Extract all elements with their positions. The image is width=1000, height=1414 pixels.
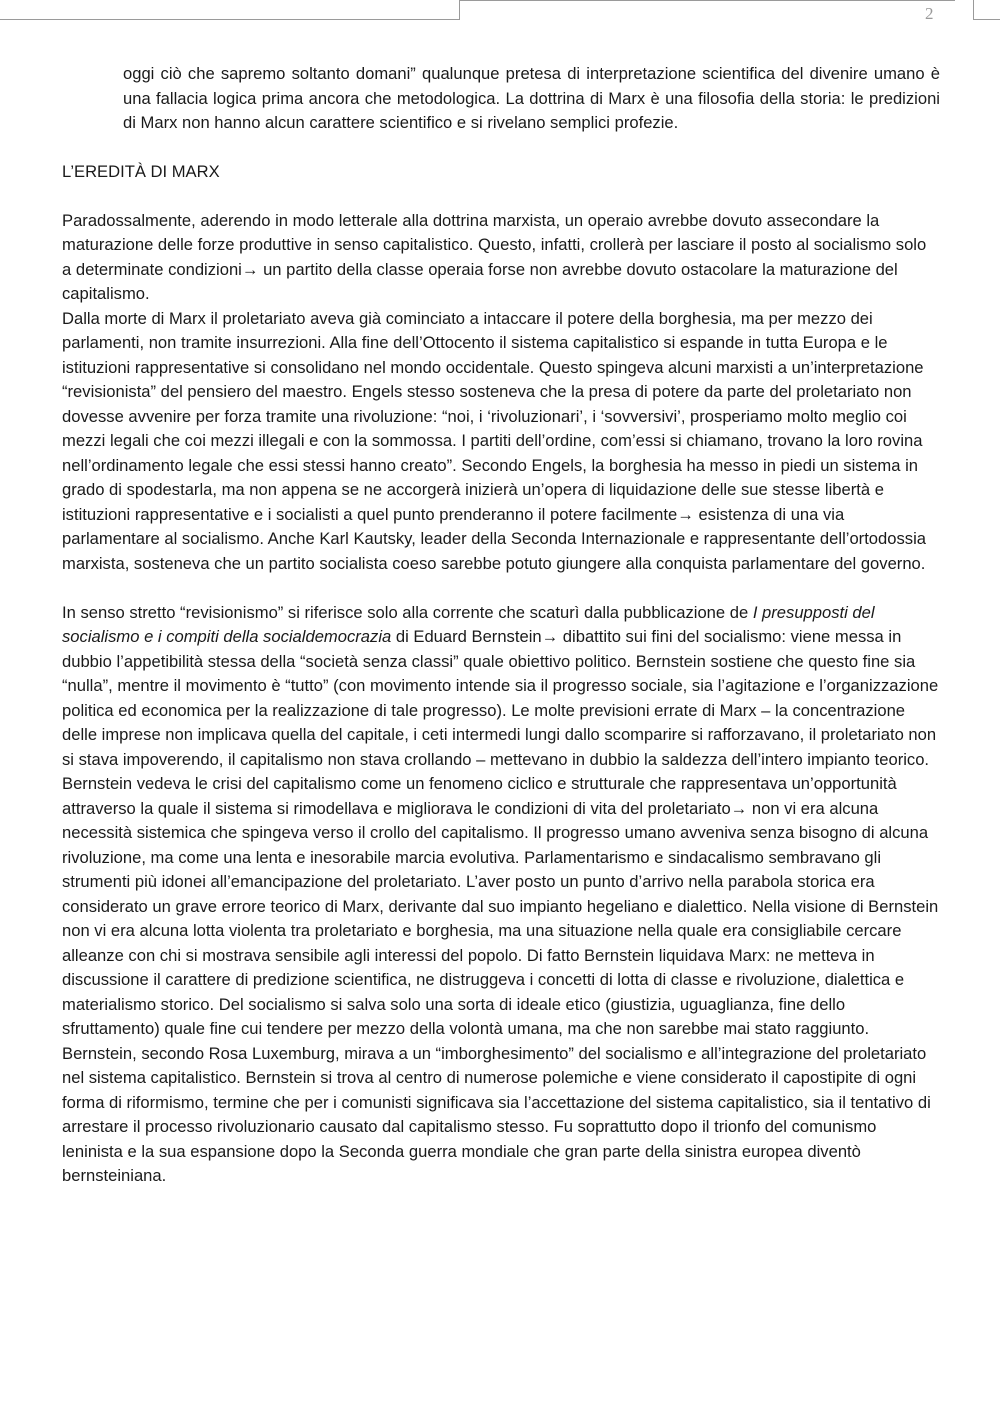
section-title: L’EREDITÀ DI MARX [62,161,220,181]
paragraph-1: Paradossalmente, aderendo in modo letterale alla dottrina marxista, un operaio avrebbe dovuto assecondare la maturazione delle forze produttive in senso capitalistico. Questo, infatti, crollerà per lasciare il posto al socialismo solo a determinate condizioni→ un partito della classe operaia forse non avrebbe dovuto ostacolare la maturazione del capitalismo. [62,210,927,303]
header-rule-step [459,0,460,20]
header-rule-left [0,19,460,20]
paragraph-4: Bernstein, secondo Rosa Luxemburg, mirava a un “imborghesimento” del socialismo e all’integrazione del proletariato nel sistema capitalistico. Bernstein si trova al centro di numerose polemiche e viene considerato il capostipite di ogni forma di riformismo, termine che per i comunisti significava sia l’accettazione del sistema capitalistico, sia il tentativo di arrestare il processo rivoluzionario causato dal capitalismo stesso. Fu soprattutto dopo il trionfo del comunismo leninista e la sua espansione dopo la Seconda guerra mondiale che gran parte della sinistra europea diventò bernsteiniana. [62,1043,931,1185]
book-title: I presupposti del socialismo e i compiti della socialdemocrazia [62,602,875,646]
paragraph-gap [62,576,940,601]
corner-mark-horizontal [973,19,1000,20]
paragraph-3-body: di Eduard Bernstein→ dibattito sui fini del socialismo: viene messa in dubbio l’appetibilità stessa della “società senza classi” quale obiettivo politico. Bernstein sostiene che questo fine sia “nulla”, mentre il movimento è “tutto” (con movimento intende sia il progresso sociale, sia l’agitazione e l’organizzazione politica ed economica per la realizzazione di tale progresso). Le molte previsioni errate di Marx – la concentrazione delle imprese non implicava quella del capitale, i ceti intermedi lungi dallo scomparire si rafforzavano, il proletariato non si stava impoverendo, il capitalismo non stava crollando – mettevano in dubbio la saldezza dell’intero impianto teorico. Bernstein vedeva le crisi del capitalismo come un fenomeno ciclico e strutturale che rappresentava un’opportunità attraverso la quale il sistema si rimodellava e migliorava le condizioni di vita del proletariato→ non vi era alcuna necessità sistemica che spingeva verso il crollo del capitalismo. Il progresso umano avveniva senza bisogno di alcuna rivoluzione, ma come una lenta e inesorabile marcia evolutiva. Parlamentarismo e sindacalismo sembravano gli strumenti più idonei all’emancipazione del proletariato. L’aver posto un punto d’arrivo nella parabola storica era considerato un grave errore teorico di Marx, derivante dal suo impianto hegeliano e dialettico. Nella visione di Bernstein non vi era alcuna lotta violenta tra proletariato e borghesia, ma una situazione nella quale era consigliabile cercare alleanze con chi si mostrava sensibile agli interessi del popolo. Di fatto Bernstein liquidava Marx: ne metteva in discussione il carattere di predizione scientifica, ne distruggeva i concetti di lotta di classe e rivoluzione, dialettica e materialismo storico. Del socialismo si salva solo una sorta di ideale etico (giustizia, uguaglianza, fine dello sfruttamento) quale fine cui tendere per mezzo della volontà umana, ma che non sarebbe mai stato raggiunto. [62,627,939,1038]
paragraph-3 [62,601,940,1042]
page-number: 2 [925,4,934,23]
header-rule-right [459,0,955,1]
paragraph-2: Dalla morte di Marx il proletariato aveva già cominciato a intaccare il potere della borghesia, ma per mezzo dei parlamenti, non tramite insurrezioni. Alla fine dell’Ottocento il sistema capitalistico si espande in tutta Europa e le istituzioni rappresentative si consolidano nel mondo occidentale. Questo spingeva alcuni marxisti a un’interpretazione “revisionista” del pensiero del maestro. Engels stesso sosteneva che la presa di potere da parte del proletariato non dovesse avvenire per forza tramite una rivoluzione: “noi, i ‘rivoluzionari’, i ‘sovversivi’, prosperiamo molto meglio coi mezzi legali che coi mezzi illegali e con la sommossa. I partiti dell’ordine, com’essi si chiamano, trovano la loro rovina nell’ordinamento legale che essi stessi hanno creato”. Secondo Engels, la borghesia ha messo in piedi un sistema in grado di spodestarla, ma non appena se ne accorgerà inizierà un’opera di liquidazione delle sue stesse libertà e istituzioni rappresentative e i socialisti a quel punto prenderanno il potere facilmente→ esistenza di una via parlamentare al socialismo. Anche Karl Kautsky, leader della Seconda Internazionale e rappresentante dell’ortodossia marxista, sosteneva che un partito socialista coeso sarebbe potuto giungere alla conquista parlamentare del governo. [62,308,927,573]
block-quote: oggi ciò che sapremo soltanto domani” qualunque pretesa di interpretazione scientifica del divenire umano è una fallacia logica prima ancora che metodologica. La dottrina di Marx è una filosofia della storia: le predizioni di Marx non hanno alcun carattere scientifico e si rivelano semplici profezie. [123,64,940,132]
corner-mark-vertical [973,0,974,19]
paragraph-3-lead: In senso stretto “revisionismo” si riferisce solo alla corrente che scaturì dalla pubblicazione de [62,602,753,622]
page-body [62,62,940,1189]
